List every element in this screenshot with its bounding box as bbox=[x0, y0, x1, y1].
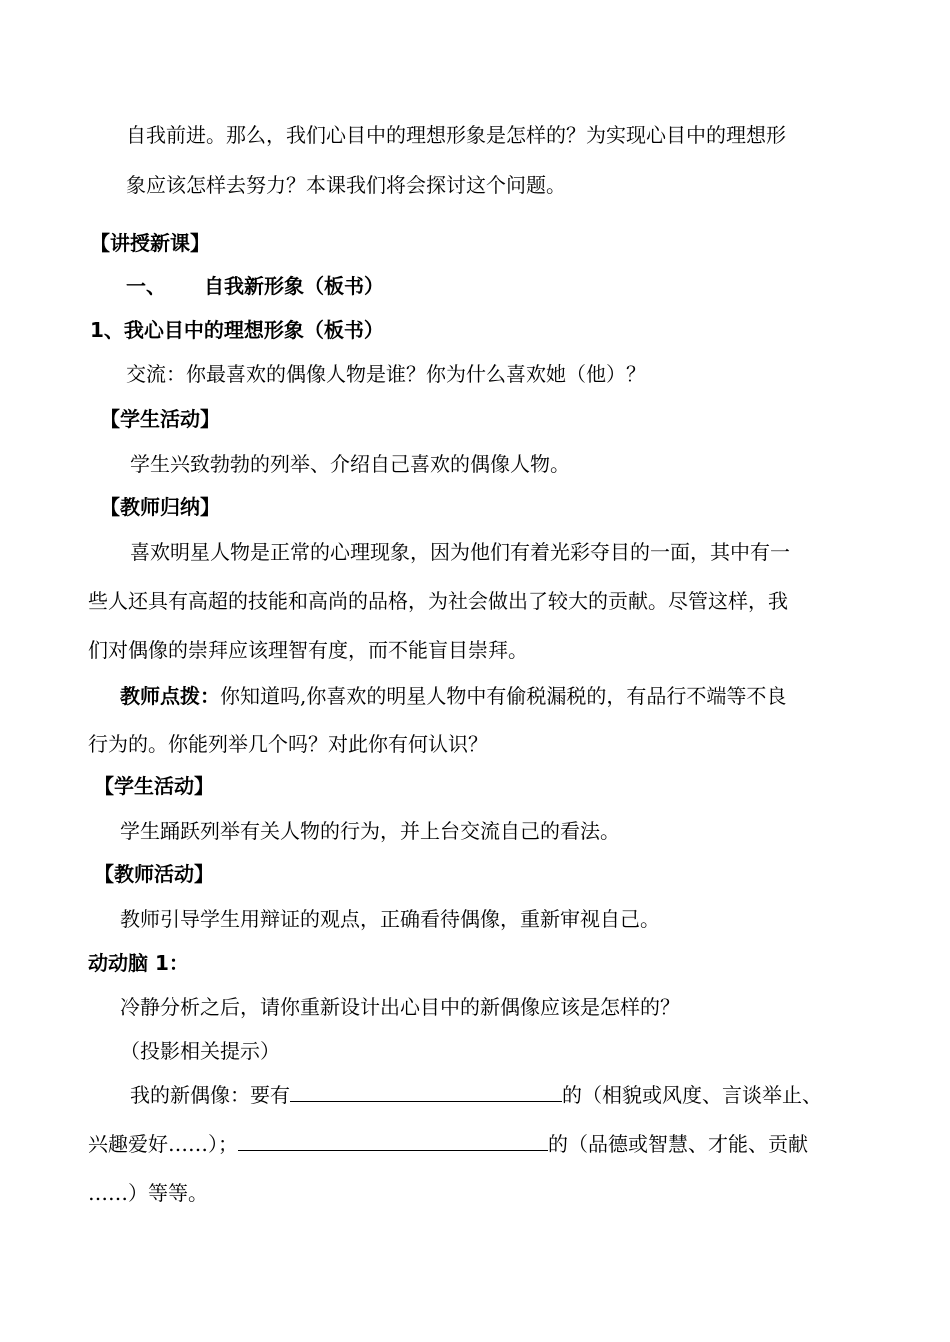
student-activity-1-text: 学生兴致勃勃的列举、介绍自己喜欢的偶像人物。 bbox=[130, 452, 570, 476]
heading-teacher-summary: 【教师归纳】 bbox=[100, 495, 220, 519]
intro-line-2: 象应该怎样去努力？本课我们将会探讨这个问题。 bbox=[126, 173, 566, 197]
teacher-activity-text: 教师引导学生用辩证的观点，正确看待偶像，重新审视自己。 bbox=[120, 907, 660, 931]
new-idol-hint-2: 的（品德或智慧、才能、贡献 bbox=[548, 1132, 808, 1156]
new-idol-line-2-prefix: 兴趣爱好……）； bbox=[88, 1132, 238, 1156]
teacher-tip-text: 你知道吗,你喜欢的明星人物中有偷税漏税的，有品行不端等不良 bbox=[220, 684, 787, 708]
new-idol-hint-1: 的（相貌或风度、言谈举止、 bbox=[562, 1083, 822, 1107]
heading-brainstorm: 动动脑 1： bbox=[88, 951, 189, 975]
section-1-number: 一、 bbox=[126, 274, 166, 298]
brainstorm-question: 冷静分析之后，请你重新设计出心目中的新偶像应该是怎样的？ bbox=[120, 995, 680, 1019]
intro-line-1: 自我前进。那么，我们心目中的理想形象是怎样的？为实现心目中的理想形 bbox=[126, 123, 786, 147]
heading-student-activity-1: 【学生活动】 bbox=[100, 407, 220, 431]
character-blank-field[interactable] bbox=[238, 1130, 548, 1151]
heading-new-lesson: 【讲授新课】 bbox=[90, 231, 210, 255]
summary-line-1: 喜欢明星人物是正常的心理现象，因为他们有着光彩夺目的一面，其中有一 bbox=[130, 540, 790, 564]
summary-line-3: 们对偶像的崇拜应该理智有度，而不能盲目崇拜。 bbox=[88, 638, 528, 662]
subsection-1-title: 1、我心目中的理想形象（板书） bbox=[90, 318, 384, 342]
exchange-question: 交流：你最喜欢的偶像人物是谁？你为什么喜欢她（他）？ bbox=[126, 362, 646, 386]
teacher-tip-line-1 bbox=[120, 682, 786, 710]
section-1-title: 自我新形象（板书） bbox=[204, 274, 384, 298]
new-idol-prefix: 我的新偶像：要有 bbox=[130, 1083, 290, 1107]
summary-line-2: 些人还具有高超的技能和高尚的品格，为社会做出了较大的贡献。尽管这样，我 bbox=[88, 589, 788, 613]
new-idol-line-2 bbox=[88, 1130, 808, 1158]
teacher-tip-line-2: 行为的。你能列举几个吗？对此你有何认识？ bbox=[88, 732, 488, 756]
new-idol-line-3: ……）等等。 bbox=[88, 1181, 208, 1205]
heading-student-activity-2: 【学生活动】 bbox=[94, 774, 214, 798]
projection-hint: （投影相关提示） bbox=[120, 1039, 280, 1063]
new-idol-line-1 bbox=[130, 1081, 822, 1109]
student-activity-2-text: 学生踊跃列举有关人物的行为，并上台交流自己的看法。 bbox=[120, 819, 620, 843]
teacher-tip-label: 教师点拨： bbox=[120, 684, 220, 708]
appearance-blank-field[interactable] bbox=[290, 1081, 562, 1102]
heading-teacher-activity: 【教师活动】 bbox=[94, 862, 214, 886]
